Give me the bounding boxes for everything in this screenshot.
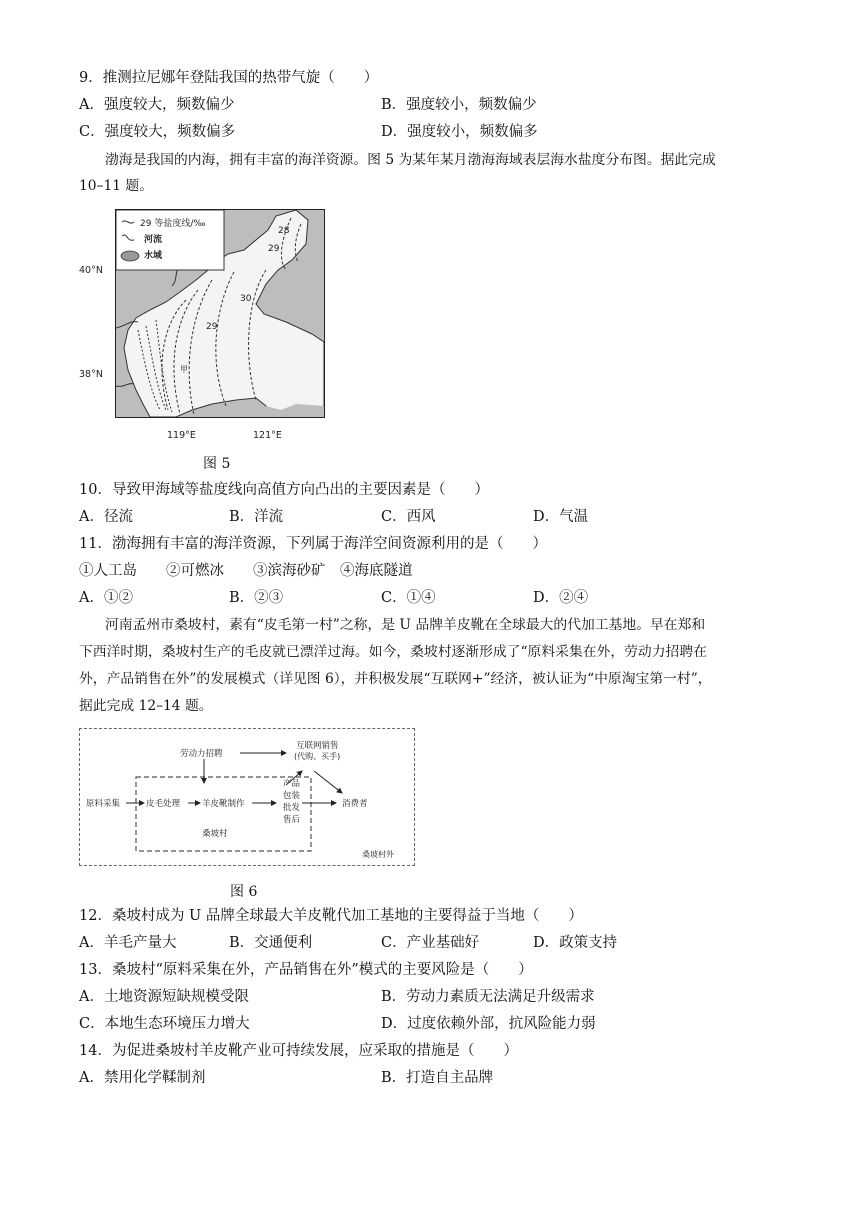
q11-option-c: C．①④	[381, 590, 436, 606]
q9-option-c: C．强度较大，频数偏多	[79, 124, 236, 140]
area-jia-label: 甲	[180, 365, 188, 374]
q13-option-a: A．土地资源短缺规模受限	[79, 989, 249, 1005]
intro2-line1: 河南孟州市桑坡村，素有“皮毛第一村”之称，是 U 品牌羊皮靴在全球最大的代加工基地。早在郑和	[105, 617, 706, 633]
q9-stem: 9．推测拉尼娜年登陆我国的热带气旋（ ）	[79, 70, 379, 86]
latitude-38n: 38°N	[79, 369, 103, 380]
q13-stem: 13．桑坡村“原料采集在外，产品销售在外”模式的主要风险是（ ）	[79, 962, 533, 978]
q10-option-b: B．洋流	[229, 509, 284, 525]
legend-water-label: 水域	[144, 251, 163, 261]
isoline-value-28: 28	[278, 226, 290, 236]
figure6-caption: 图 6	[230, 884, 258, 900]
labor-recruitment-node: 劳动力招聘	[180, 749, 223, 759]
q9-option-a: A．强度较大，频数偏少	[79, 97, 235, 113]
q12-option-d: D．政策支持	[533, 935, 618, 951]
product-node-line1: 产品	[283, 779, 301, 789]
q13-option-c: C．本地生态环境压力增大	[79, 1016, 250, 1032]
product-node-line3: 批发	[283, 803, 301, 813]
q11-stem: 11．渤海拥有丰富的海洋资源，下列属于海洋空间资源利用的是（ ）	[79, 536, 547, 552]
q11-option-b: B．②③	[229, 590, 284, 606]
q10-option-d: D．气温	[533, 509, 589, 525]
q13-option-d: D．过度依赖外部，抗风险能力弱	[381, 1016, 596, 1032]
intro1-line1: 渤海是我国的内海，拥有丰富的海洋资源。图 5 为某年某月渤海海域表层海水盐度分布图。据此完成	[105, 152, 716, 168]
intro2-line2: 下西洋时期，桑坡村生产的毛皮就已漂洋过海。如今，桑坡村逐渐形成了“原料采集在外，劳动力招聘在	[79, 644, 707, 660]
isoline-value-29-west: 29	[206, 322, 218, 332]
q12-option-c: C．产业基础好	[381, 935, 480, 951]
boot-making-node: 羊皮靴制作	[202, 799, 245, 809]
outside-village-label: 桑坡村外	[362, 850, 394, 859]
intro2-line3: 外，产品销售在外”的发展模式（详见图 6），并积极发展“互联网+”经济，被认证为“中原淘宝第一村”，	[79, 671, 712, 687]
fur-processing-node: 皮毛处理	[146, 799, 181, 809]
internet-sales-subtitle: (代购、买手)	[294, 752, 341, 761]
q13-option-b: B．劳动力素质无法满足升级需求	[381, 989, 595, 1005]
product-node-line2: 包装	[283, 791, 301, 801]
isoline-value-29-north: 29	[268, 244, 280, 254]
isoline-value-30: 30	[240, 294, 252, 304]
q11-items: ①人工岛 ②可燃冰 ③滨海砂矿 ④海底隧道	[79, 563, 413, 579]
intro2-line4: 据此完成 12–14 题。	[79, 698, 213, 714]
figure5-caption: 图 5	[203, 456, 231, 472]
q11-option-a: A．①②	[79, 590, 133, 606]
salinity-map-figure	[77, 205, 327, 455]
internet-sales-node: 互联网销售	[296, 741, 339, 751]
q12-stem: 12．桑坡村成为 U 品牌全球最大羊皮靴代加工基地的主要得益于当地（ ）	[79, 908, 583, 924]
q14-option-b: B．打造自主品牌	[381, 1070, 494, 1086]
latitude-40n: 40°N	[79, 265, 103, 276]
village-label: 桑坡村	[202, 829, 228, 839]
q10-option-c: C．西风	[381, 509, 436, 525]
map-frame	[115, 209, 325, 418]
legend-isoline-label: 29 等盐度线/‰	[140, 219, 206, 229]
q10-stem: 10．导致甲海域等盐度线向高值方向凸出的主要因素是（ ）	[79, 482, 489, 498]
q14-stem: 14．为促进桑坡村羊皮靴产业可持续发展，应采取的措施是（ ）	[79, 1043, 518, 1059]
legend-river-label: 河流	[144, 235, 163, 245]
q10-option-a: A．径流	[79, 509, 133, 525]
production-flow-diagram	[79, 728, 415, 866]
q9-option-b: B．强度较小，频数偏少	[381, 97, 537, 113]
product-node-line4: 售后	[283, 815, 301, 825]
q12-option-a: A．羊毛产量大	[79, 935, 177, 951]
longitude-121e: 121°E	[253, 430, 282, 441]
longitude-119e: 119°E	[167, 430, 196, 441]
q9-option-d: D．强度较小，频数偏多	[381, 124, 538, 140]
q14-option-a: A．禁用化学鞣制剂	[79, 1070, 206, 1086]
consumer-node: 消费者	[342, 799, 368, 809]
raw-material-node: 原料采集	[86, 799, 121, 809]
q12-option-b: B．交通便利	[229, 935, 313, 951]
q11-option-d: D．②④	[533, 590, 589, 606]
intro1-line2: 10–11 题。	[79, 178, 153, 194]
